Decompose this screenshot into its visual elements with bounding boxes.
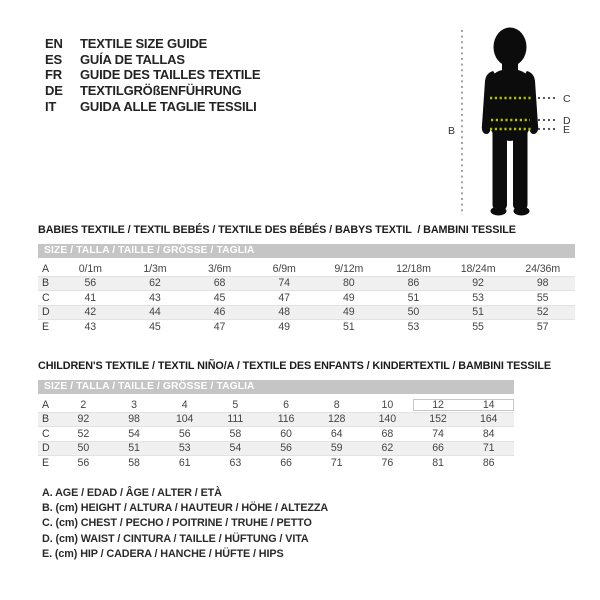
table-cell: 51 [472, 306, 484, 319]
table-cell: 164 [479, 413, 498, 426]
table-cell: 1/3m [143, 262, 167, 275]
table-cell: 92 [472, 277, 484, 290]
table-cell: 18/24m [460, 262, 496, 275]
table-cell: 3 [131, 398, 137, 411]
table-cell: 81 [432, 456, 444, 469]
table-cell: 128 [327, 413, 346, 426]
table-cell: 55 [536, 291, 549, 304]
table-cell: 86 [482, 456, 495, 469]
table-cell: 152 [429, 413, 447, 426]
language-title: GUIDA ALLE TAGLIE TESSILI [80, 98, 257, 114]
size-header-bar: SIZE / TALLA / TAILLE / GRÖSSE / TAGLIA [38, 380, 514, 394]
row-letter: A [42, 262, 49, 275]
language-row [45, 67, 260, 83]
table-cell: 24/36m [525, 262, 561, 275]
table-cell: 51 [128, 442, 140, 455]
table-cell: 66 [432, 442, 444, 455]
table-cell: 12 [413, 399, 464, 411]
table-cell: 2 [80, 398, 87, 411]
table-cell: 98 [128, 413, 140, 426]
table-cell: 50 [77, 442, 90, 455]
legend-line: C. (cm) CHEST / PECHO / POITRINE / TRUHE / PETTO [42, 517, 312, 530]
table-cell: 47 [213, 320, 226, 333]
measurement-legend [42, 486, 328, 562]
babies-table-rows [38, 262, 575, 335]
table-cell: 56 [280, 442, 292, 455]
table-cell: 140 [378, 413, 397, 426]
table-row [38, 441, 514, 456]
table-cell: 51 [407, 291, 420, 304]
row-letter: A [42, 398, 49, 411]
table-row [38, 427, 514, 442]
hip-label: E [563, 124, 571, 136]
table-cell: 59 [330, 442, 343, 455]
legend-line: D. (cm) WAIST / CINTURA / TAILLE / HÜFTUNG / VITA [42, 532, 309, 545]
table-cell: 84 [482, 427, 495, 440]
children-size-table [38, 360, 551, 470]
table-cell: 12/18m [396, 262, 431, 275]
children-table-rows [38, 398, 514, 471]
table-cell: 9/12m [334, 262, 364, 275]
language-code: ES [45, 51, 62, 67]
table-cell: 49 [278, 320, 290, 333]
table-cell: 54 [229, 442, 242, 455]
table-cell: 51 [343, 320, 355, 333]
table-cell: 14 [463, 399, 514, 411]
language-row [45, 36, 260, 52]
table-cell: 58 [128, 456, 140, 469]
table-cell: 8 [333, 398, 340, 411]
size-header-bar: SIZE / TALLA / TAILLE / GRÖSSE / TAGLIA [38, 244, 575, 258]
chest-label: C [563, 93, 571, 105]
silhouette-right-leg [513, 122, 528, 211]
height-label: B [448, 125, 456, 137]
language-title-list [45, 36, 260, 114]
table-cell: 4 [181, 398, 188, 411]
child-silhouette-figure [440, 18, 600, 225]
table-cell: 41 [84, 291, 97, 304]
table-cell: 71 [482, 442, 495, 455]
table-row [38, 276, 575, 291]
row-letter: B [42, 413, 49, 426]
table-cell: 53 [178, 442, 191, 455]
table-row [38, 398, 514, 413]
table-cell: 74 [432, 427, 444, 440]
table-cell: 56 [77, 456, 90, 469]
babies-size-table [38, 224, 575, 334]
waist-label: D [563, 115, 571, 127]
table-row [38, 262, 575, 277]
table-cell: 116 [277, 413, 295, 426]
row-letter: C [42, 291, 50, 304]
table-cell: 62 [149, 277, 161, 290]
table-cell: 56 [178, 427, 191, 440]
table-cell: 0/1m [78, 262, 102, 275]
table-cell: 45 [149, 320, 161, 333]
table-cell: 43 [84, 320, 97, 333]
table-cell: 55 [472, 320, 484, 333]
table-cell: 92 [77, 413, 90, 426]
table-cell: 49 [343, 306, 355, 319]
row-letter: D [42, 442, 50, 455]
row-letter: E [42, 456, 49, 469]
table-row [38, 412, 514, 427]
language-row [45, 52, 260, 68]
table-cell: 104 [175, 413, 194, 426]
table-row [38, 305, 575, 320]
table-cell: 68 [381, 427, 394, 440]
table-cell: 53 [472, 291, 484, 304]
table-cell: 86 [407, 277, 420, 290]
table-cell: 52 [77, 427, 90, 440]
table-cell: 74 [278, 277, 290, 290]
table-cell: 68 [213, 277, 226, 290]
table-cell: 5 [232, 398, 239, 411]
language-code: FR [45, 67, 62, 83]
row-letter: B [42, 277, 49, 290]
table-cell: 56 [84, 277, 97, 290]
table-cell: 80 [343, 277, 355, 290]
language-title: GUÍA DE TALLAS [80, 51, 185, 67]
language-code: IT [45, 98, 57, 114]
table-cell: 52 [536, 306, 549, 319]
language-row [45, 98, 260, 114]
language-title: TEXTILE SIZE GUIDE [80, 36, 208, 52]
table-cell: 42 [84, 306, 97, 319]
table-cell: 43 [149, 291, 161, 304]
table-cell: 98 [536, 277, 549, 290]
table-cell: 54 [128, 427, 140, 440]
language-code: EN [45, 36, 63, 52]
children-table-title: CHILDREN'S TEXTILE / TEXTIL NIÑO/A / TEXTILE DES ENFANTS / KINDERTEXTIL / BAMBINI TESSILE [38, 360, 551, 372]
row-letter: E [42, 320, 49, 333]
table-cell: 61 [178, 456, 191, 469]
table-cell: 46 [213, 306, 226, 319]
table-cell: 66 [280, 456, 292, 469]
table-cell: 62 [381, 442, 394, 455]
table-cell: 45 [213, 291, 226, 304]
babies-table-title: BABIES TEXTILE / TEXTIL BEBÉS / TEXTILE DES BÉBÉS / BABYS TEXTIL / BAMBINI TESSILE [38, 224, 516, 236]
legend-line: E. (cm) HIP / CADERA / HANCHE / HÜFTE / HIPS [42, 547, 284, 560]
row-letter: D [42, 306, 50, 319]
language-row [45, 83, 260, 99]
table-cell: 3/6m [207, 262, 232, 275]
table-cell: 47 [278, 291, 290, 304]
table-cell: 6/9m [272, 262, 296, 275]
table-cell: 60 [280, 427, 292, 440]
table-cell: 58 [229, 427, 242, 440]
table-row [38, 456, 514, 471]
row-letter: C [42, 427, 50, 440]
table-cell: 49 [343, 291, 355, 304]
table-row [38, 320, 575, 335]
table-cell: 111 [227, 413, 244, 426]
legend-line: A. AGE / EDAD / ÂGE / ALTER / ETÀ [42, 487, 222, 499]
silhouette-left-leg [493, 122, 508, 211]
language-title: GUIDE DES TAILLES TEXTILE [80, 67, 261, 83]
table-cell: 48 [278, 306, 290, 319]
table-cell: 10 [381, 398, 394, 411]
table-cell: 50 [407, 306, 420, 319]
table-cell: 57 [536, 320, 549, 333]
legend-line: B. (cm) HEIGHT / ALTURA / HAUTEUR / HÖHE / ALTEZZA [42, 502, 329, 515]
language-title: TEXTILGRÖßENFÜHRUNG [80, 83, 242, 99]
table-row [38, 291, 575, 306]
table-cell: 44 [149, 306, 161, 319]
child-silhouette [482, 28, 538, 216]
table-cell: 53 [407, 320, 420, 333]
table-cell: 63 [229, 456, 242, 469]
table-cell: 71 [330, 456, 343, 469]
language-code: DE [45, 83, 63, 99]
table-cell: 64 [330, 427, 343, 440]
table-cell: 6 [283, 398, 289, 411]
table-cell: 76 [381, 456, 394, 469]
